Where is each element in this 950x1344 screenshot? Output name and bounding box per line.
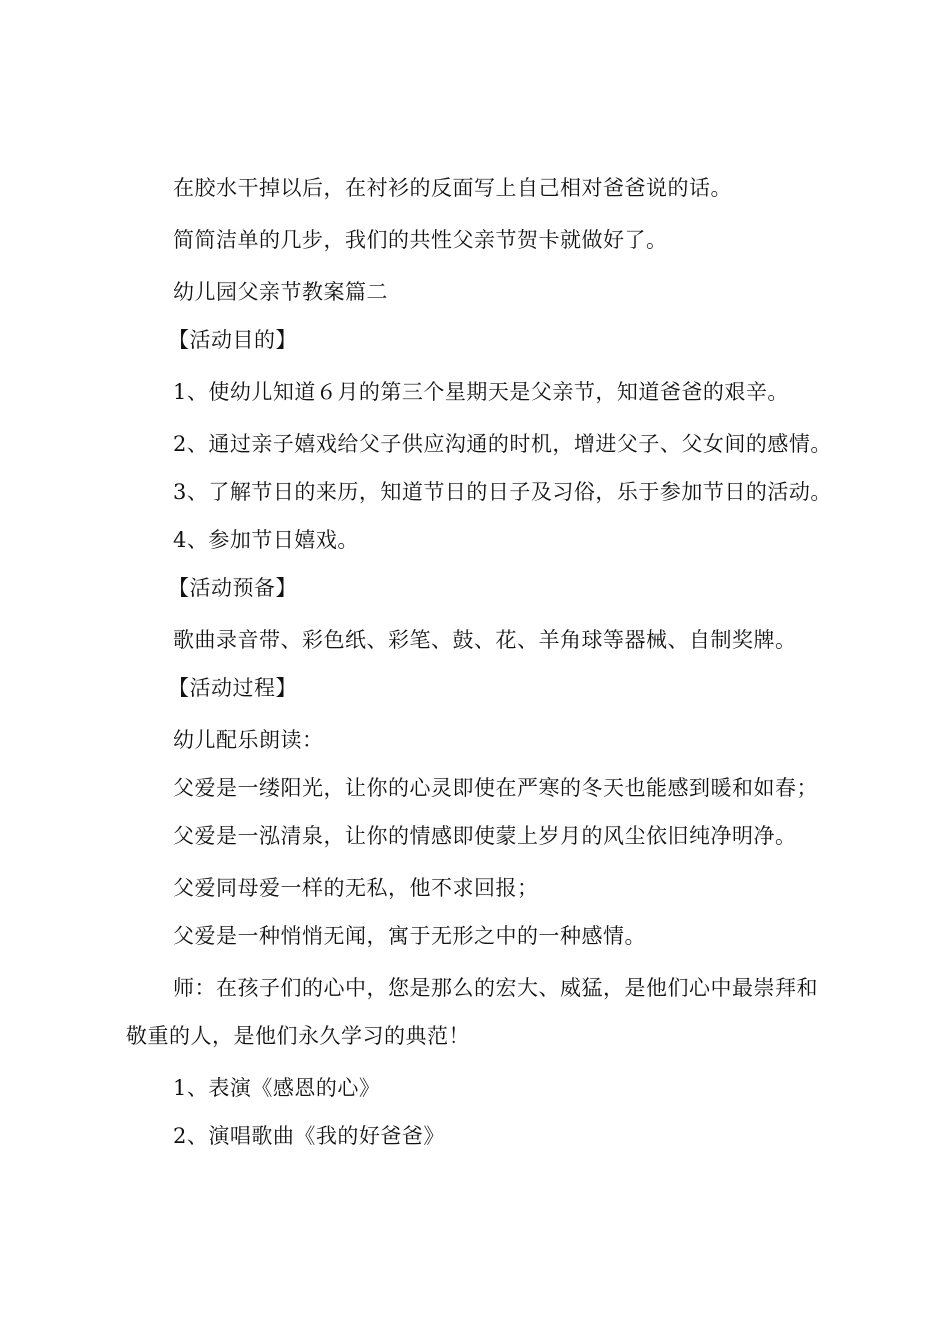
reading-line-1: 父爱是一缕阳光，让你的心灵即使在严寒的冬天也能感到暖和如春； [173, 776, 818, 800]
heading-activity-preparation: 【活动预备】 [168, 576, 297, 600]
reading-line-2: 父爱是一泓清泉，让你的情感即使蒙上岁月的风尘依旧纯净明净。 [173, 824, 797, 848]
paragraph-card-done: 简简洁单的几步，我们的共性父亲节贺卡就做好了。 [173, 228, 668, 252]
heading-activity-goals: 【活动目的】 [168, 328, 297, 352]
teacher-speech-line-2: 敬重的人，是他们永久学习的典范！ [126, 1024, 470, 1048]
goal-item-4: 4、参加节日嬉戏。 [173, 528, 359, 552]
program-item-2: 2、演唱歌曲《我的好爸爸》 [173, 1124, 445, 1148]
reading-intro: 幼儿配乐朗读： [173, 728, 324, 752]
reading-line-4: 父爱是一种悄悄无闻，寓于无形之中的一种感情。 [173, 924, 646, 948]
heading-activity-process: 【活动过程】 [168, 676, 297, 700]
goal-item-1: 1、使幼儿知道６月的第三个星期天是父亲节，知道爸爸的艰辛。 [173, 380, 789, 404]
preparation-materials: 歌曲录音带、彩色纸、彩笔、鼓、花、羊角球等器械、自制奖牌。 [173, 628, 797, 652]
goal-item-3: 3、了解节日的来历，知道节日的日子及习俗，乐于参加节日的活动。 [173, 480, 832, 504]
teacher-speech-line-1: 师：在孩子们的心中，您是那么的宏大、威猛，是他们心中最崇拜和 [173, 976, 818, 1000]
paragraph-glue-dry: 在胶水干掉以后，在衬衫的反面写上自己相对爸爸说的话。 [173, 176, 732, 200]
section-title: 幼儿园父亲节教案篇二 [173, 280, 388, 304]
program-item-1: 1、表演《感恩的心》 [173, 1076, 381, 1100]
goal-item-2: 2、通过亲子嬉戏给父子供应沟通的时机，增进父子、父女间的感情。 [173, 432, 832, 456]
reading-line-3: 父爱同母爱一样的无私，他不求回报； [173, 876, 539, 900]
